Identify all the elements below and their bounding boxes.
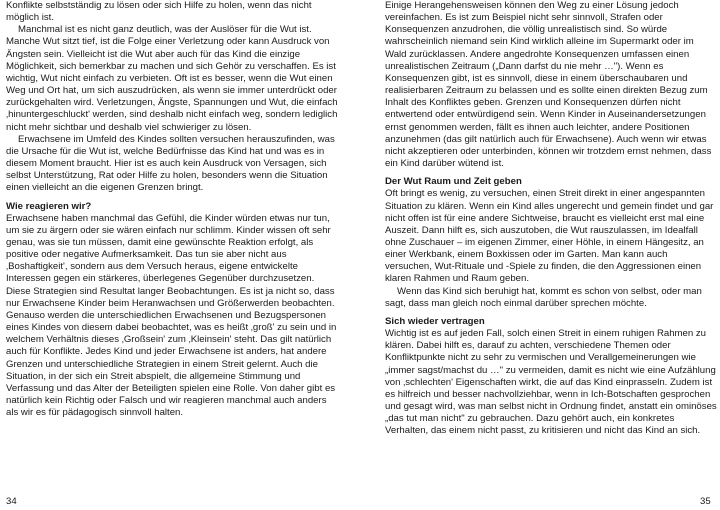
heading-vertragen: Sich wieder vertragen: [385, 315, 485, 327]
left-page: [6, 0, 338, 510]
paragraph-calm: Wenn das Kind sich beruhigt hat, kommt es schon von selbst, oder man sagt, dass man gleich noch einmal darüber sprechen möchte.: [385, 285, 702, 309]
paragraph-timeout: Oft bringt es wenig, zu versuchen, einen Streit direkt in einer angespannten Situation zu klären. Wenn ein Kind alles ungerecht und gemein findet und gar nicht offen ist für eine andere Sichtweise, braucht es vielleicht erst mal eine Auszeit. Dann hilft es, sich auszutoben, die Wut rauszulassen, im Idealfall ohne Zuschauer – im eigenen Zimmer, einer Höhle, in einem Hängesitz, an einer Werkbank, einem Boxkissen oder im Garten. Man kann auch versuchen, Wut-Rituale und -Spiele zu finden, die den Aggressionen einen klaren Rahmen und Raum geben.: [385, 188, 714, 285]
paragraph-adults: Erwachsene im Umfeld des Kindes sollten versuchen herauszufinden, was die Ursache für die Wut ist, welche Bedürfnisse das Kind hat und was es in diesem Moment braucht. Hier ist es auch kein Ausdruck von Versagen, sich selbst Unterstützung, Rat oder Hilfe zu holen, besonders wenn die Situation einen vielleicht an die eigenen Grenzen bringt.: [6, 133, 335, 194]
right-page: [385, 0, 717, 510]
heading-raum-zeit: Der Wut Raum und Zeit geben: [385, 176, 522, 188]
paragraph-intro-end: Konflikte selbstständig zu lösen oder sich Hilfe zu holen, wenn das nicht möglich ist.: [6, 0, 312, 24]
paragraph-consequences: Einige Herangehensweisen können den Weg zu einer Lösung jedoch vereinfachen. Es ist zum Beispiel nicht sehr sinnvoll, Strafen oder Konsequenzen anzudrohen, die völlig unrealistisch sind. So würde wahrscheinlich niemand sein Kind wirklich alleine im Supermarkt oder im Wald zurücklassen. Andere angedrohte Konsequenzen umfassen einen unrealistischen Zeitraum („Dann darfst du nie mehr …"). Wenn es Konsequenzen gibt, ist es sinnvoll, diese in einem überschaubaren und realisierbaren Zeitraum zu belassen und es sollte einen direkten Bezug zum Inhalt des Konfliktes geben. Grenzen und Konsequenzen dürfen nicht entwertend oder entwürdigend sein. Wenn Kinder in Auseinandersetzungen ernst genommen werden, fällt es ihnen auch leichter, andere Positionen anzunehmen (das gilt natürlich auch für Erwachsene). Auch wenn wir etwas nicht akzeptieren oder unterbinden, können wir trotzdem ernst nehmen, dass ein Kind darüber wütend ist.: [385, 0, 712, 170]
paragraph-trigger: Manchmal ist es nicht ganz deutlich, was der Auslöser für die Wut ist. Manche Wut sitzt tief, ist die Folge einer Verletzung oder kann Ausdruck von Ängsten sein. Vielleicht ist die Wut aber auch für das Kind die einzige Möglichkeit, sich bemerkbar zu machen und sich Gehör zu verschaffen. Es ist wichtig, Wut nicht einfach zu verbieten. Oft ist es besser, wenn die Wut einen Weg und Ort hat, um sich auszudrücken, als wenn sie immer unterdrückt oder zurückgehalten wird. Verletzungen, Ängste, Spannungen und Wut, die einfach ‚hinuntergeschluckt' werden, sind deshalb nicht einfach weg, sondern lediglich nicht mehr sichtbar und deshalb viel schwieriger zu lösen.: [6, 24, 338, 133]
paragraph-reaction: Erwachsene haben manchmal das Gefühl, die Kinder würden etwas nur tun, um sie zu ärgern oder sie wären einfach nur schlimm. Kinder wissen oft sehr genau, was sie tun müssen, damit eine gewünschte Reaktion erfolgt, als positive oder negative Aufmerksamkeit. Das tun sie aber nicht aus ‚Boshaftigkeit', sondern aus dem Versuch heraus, eigene entwickelte Interessen gegen ein stärkeres, überlegenes Gegenüber durchzusetzen. Diese Strategien sind Resultat langer Beobachtungen. Es ist ja nicht so, dass nur Erwachsene Kinder beim Heranwachsen und Größerwerden beobachten. Genauso werden die unterschiedlichen Erwachsenen und Bezugspersonen eines Kindes von diesem dabei beobachtet, was es heißt ‚groß' zu sein und in welchem Verhältnis dieses ‚Großsein' zum ‚Kleinsein' steht. Das gilt natürlich auch für Konflikte. Jedes Kind und jeder Erwachsene ist anders, hat andere Grenzen und unterschiedliche Strategien in einem Streit gelernt. Auch die Situation, in der sich ein Streit abspielt, die allgemeine Stimmung und Verfassung und das Alter der Beteiligten spielen eine Rolle. Von daher gibt es natürlich kein Richtig oder Falsch und wir reagieren manchmal auch anders als wir es für pädagogisch sinnvoll halten.: [6, 212, 337, 419]
page-number-right: 35: [700, 496, 711, 507]
paragraph-reconcile: Wichtig ist es auf jeden Fall, solch einen Streit in einem ruhigen Rahmen zu klären. Dabei hilft es, darauf zu achten, verschiedene Themen oder Konfliktpunkte nicht zu sehr zu vermischen und Verallgemeinerungen wie „immer sagst/machst du …" zu vermeiden, damit es nicht wie eine Aufzählung von ‚schlechten' Eigenschaften wirkt, die auf das Kind einprasseln. Zudem ist es hilfreich und besser nachvollziehbar, wenn in Ich-Botschaften gesprochen und gesagt wird, was man selbst nicht in Ordnung findet, anstatt ein ominöses „das tut man nicht" zu gebrauchen. Dazu gehört auch, ein konkretes Verhalten, das einem nicht passt, zu kritisieren und nicht das Kind an sich.: [385, 328, 717, 437]
page-number-left: 34: [6, 496, 17, 507]
heading-wie-reagieren: Wie reagieren wir?: [6, 200, 92, 212]
